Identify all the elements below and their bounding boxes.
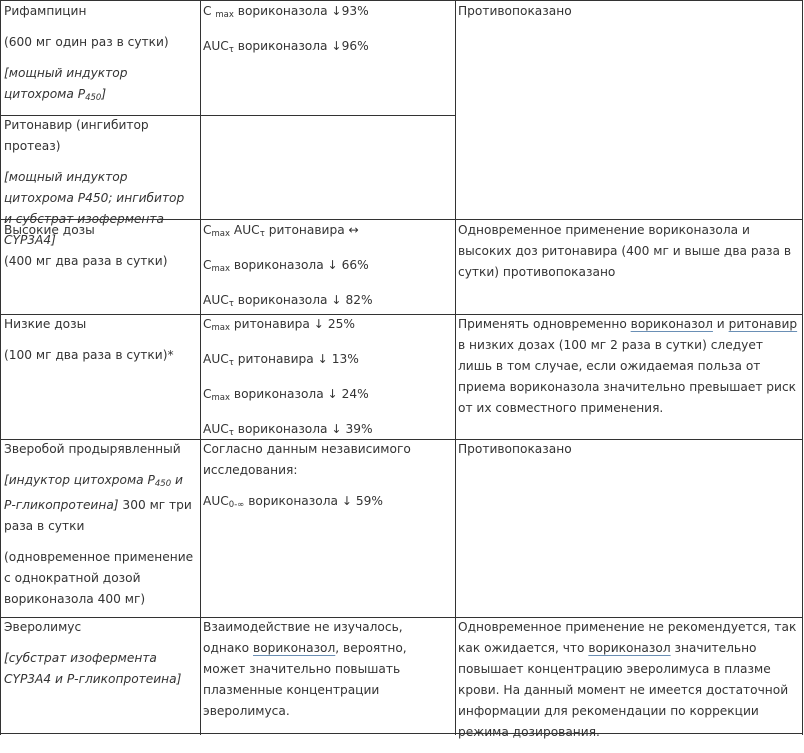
- table-border: [200, 0, 201, 735]
- recommendation-cell-st-johns-wort: [458, 439, 798, 470]
- voriconazole-link[interactable]: вориконазол: [253, 641, 336, 655]
- drug-note-secondary: (одновременное применение с однократной дозой вориконазола 400 мг): [4, 550, 194, 606]
- drug-cell-low-dose: [4, 314, 196, 376]
- effect-line: $AUC_{0-\infty}$ вориконазола ↓ 59%: [203, 494, 384, 510]
- recommendation-text: Противопоказано: [458, 4, 572, 18]
- table-border: [802, 0, 803, 735]
- drug-name: Эверолимус: [4, 620, 82, 634]
- effect-cell-rifampicin: [203, 1, 451, 71]
- effect-line: $AUC_\tau$ вориконазола ↓96%: [203, 39, 369, 55]
- drug-name: Рифампицин: [4, 4, 87, 18]
- voriconazole-link[interactable]: вориконазол: [630, 317, 713, 331]
- effect-line: $C_{max}$ вориконазола ↓ 24%: [203, 387, 369, 403]
- effect-line: $C_{max}$ $AUC_\tau$ ритонавира ↔: [203, 223, 359, 239]
- drug-note: [субстрат изофермента CYP3A4 и Р-гликопротеина]: [4, 651, 182, 686]
- recommendation-text: Противопоказано: [458, 442, 572, 456]
- drug-name: Зверобой продырявленный: [4, 442, 181, 456]
- effect-line: $AUC_\tau$ вориконазола ↓ 39%: [203, 422, 373, 438]
- effect-line: $C_{max}$ вориконазола ↓ 66%: [203, 258, 369, 274]
- effect-cell-high-dose: [203, 220, 451, 325]
- drug-cell-high-dose: [4, 220, 196, 282]
- recommendation-cell-low-dose: [458, 314, 798, 429]
- drug-note: [мощный индуктор цитохрома Р450; ингибитор и субстрат изофермента CYP3A4]: [4, 170, 185, 247]
- ritonavir-link[interactable]: ритонавир: [728, 317, 798, 331]
- drug-dose: (600 мг один раз в сутки): [4, 35, 169, 49]
- effect-cell-low-dose: [203, 314, 451, 454]
- effect-line: $AUC_\tau$ ритонавира ↓ 13%: [203, 352, 359, 368]
- drug-name: Высокие дозы: [4, 223, 95, 237]
- recommendation-text: Одновременное применение не рекомендуется, так как ожидается, что вориконазол значительно повышает концентрацию эверолимуса в плазме крови. На данный момент не имеется достаточной информации для рекомендации по коррекции режима дозирования.: [458, 620, 797, 739]
- recommendation-text: Применять одновременно вориконазол и ритонавир в низких дозах (100 мг 2 раза в сутки) следует лишь в том случае, если ожидаемая польза от приема вориконазола значительно превышает риск от их совместного применения.: [458, 317, 798, 415]
- effect-text: Взаимодействие не изучалось, однако вориконазол, вероятно, может значительно повышать плазменные концентрации эверолимуса.: [203, 620, 407, 718]
- recommendation-cell-high-dose: [458, 220, 798, 293]
- drug-dose: (100 мг два раза в сутки)*: [4, 348, 174, 362]
- drug-cell-everolimus: [4, 617, 196, 700]
- table-border: [0, 0, 1, 735]
- drug-note: [индуктор цитохрома $Р_{450}$ и Р-гликопротеина] 300 мг три раза в сутки: [4, 473, 192, 533]
- voriconazole-link[interactable]: вориконазол: [588, 641, 671, 655]
- effect-cell-st-johns-wort: [203, 439, 451, 526]
- drug-name: Низкие дозы: [4, 317, 87, 331]
- recommendation-text: Одновременное применение вориконазола и высоких доз ритонавира (400 мг и выше два раза в сутки) противопоказано: [458, 223, 792, 279]
- effect-line: $AUC_\tau$ вориконазола ↓ 82%: [203, 293, 373, 309]
- recommendation-cell-rifampicin: [458, 1, 798, 32]
- drug-cell-rifampicin: [4, 1, 196, 119]
- effect-intro: Согласно данным независимого исследования:: [203, 442, 411, 477]
- drug-cell-st-johns-wort: [4, 439, 196, 620]
- effect-line: $C_{max}$ ритонавира ↓ 25%: [203, 317, 355, 333]
- effect-line: C $_{max}$ вориконазола ↓93%: [203, 4, 369, 20]
- drug-name: Ритонавир (ингибитор протеаз): [4, 118, 149, 153]
- drug-dose: (400 мг два раза в сутки): [4, 254, 168, 268]
- effect-cell-everolimus: [203, 617, 451, 732]
- recommendation-cell-everolimus: [458, 617, 798, 753]
- table-border: [455, 0, 456, 735]
- drug-note: [мощный индуктор цитохрома $Р_{450}$]: [4, 66, 128, 103]
